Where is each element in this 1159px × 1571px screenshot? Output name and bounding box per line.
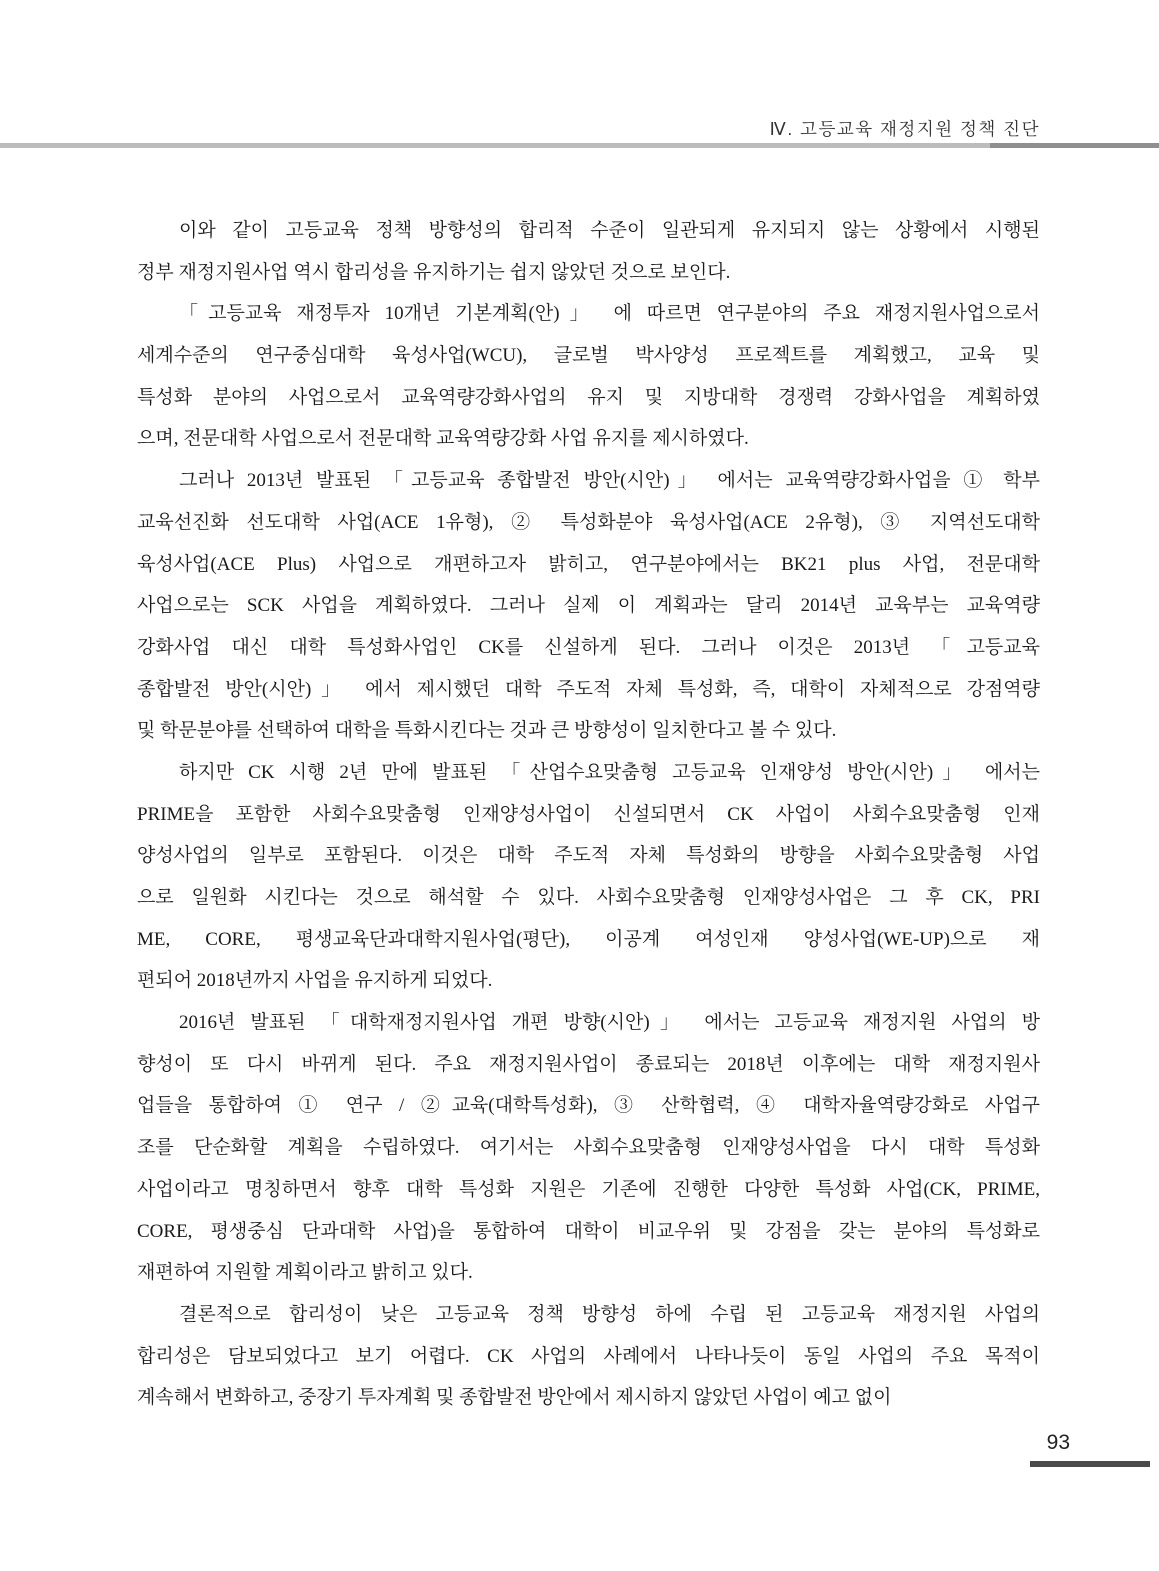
text-line: 종합발전 방안(시안)」 에서 제시했던 대학 주도적 자체 특성화, 즉, 대학이 자체적으로 강점역량: [137, 678, 1040, 700]
text-line: 재편하여 지원할 계획이라고 밝히고 있다.: [137, 1262, 473, 1284]
text-line: 및 학문분야를 선택하여 대학을 특화시킨다는 것과 큰 방향성이 일치한다고 볼 수 있다.: [137, 720, 837, 742]
paragraph: [137, 752, 1040, 1002]
paragraph: [137, 210, 1040, 293]
text-line: 양성사업의 일부로 포함된다. 이것은 대학 주도적 자체 특성화의 방향을 사회수요맞춤형 사업: [137, 845, 1040, 867]
text-line: 세계수준의 연구중심대학 육성사업(WCU), 글로벌 박사양성 프로젝트를 계획했고, 교육 및: [137, 345, 1040, 367]
paragraph: [137, 1002, 1040, 1294]
paragraph: [137, 293, 1040, 460]
paragraph: [137, 460, 1040, 752]
chapter-header: Ⅳ. 고등교육 재정지원 정책 진단: [769, 119, 1040, 139]
text-line: 업들을 통합하여 ① 연구 / ②교육(대학특성화), ③ 산학협력, ④ 대학자율역량강화로 사업구: [137, 1095, 1040, 1117]
text-line: 그러나 2013년 발표된 「고등교육 종합발전 방안(시안)」 에서는 교육역량강화사업을 ① 학부: [179, 470, 1040, 492]
header-rule: [0, 143, 1159, 148]
text-line: 조를 단순화할 계획을 수립하였다. 여기서는 사회수요맞춤형 인재양성사업을 다시 대학 특성화: [137, 1137, 1040, 1159]
text-line: 사업이라고 명칭하면서 향후 대학 특성화 지원은 기존에 진행한 다양한 특성화 사업(CK, PRIME,: [137, 1178, 1040, 1200]
text-line: 2016년 발표된 「대학재정지원사업 개편 방향(시안)」 에서는 고등교육 재정지원 사업의 방: [179, 1012, 1040, 1034]
text-line: 강화사업 대신 대학 특성화사업인 CK를 신설하게 된다. 그러나 이것은 2013년 「고등교육: [137, 636, 1040, 658]
text-line: 정부 재정지원사업 역시 합리성을 유지하기는 쉽지 않았던 것으로 보인다.: [137, 261, 731, 283]
text-line: 이와 같이 고등교육 정책 방향성의 합리적 수준이 일관되게 유지되지 않는 상황에서 시행된: [179, 220, 1040, 241]
text-line: 하지만 CK 시행 2년 만에 발표된 「산업수요맞춤형 고등교육 인재양성 방안(시안)」 에서는: [179, 761, 1040, 783]
header-rule-dark-segment: [990, 143, 1159, 148]
text-line: 계속해서 변화하고, 중장기 투자계획 및 종합발전 방안에서 제시하지 않았던 사업이 예고 없이: [137, 1387, 892, 1409]
text-line: 으로 일원화 시킨다는 것으로 해석할 수 있다. 사회수요맞춤형 인재양성사업은 그 후 CK, PRI: [137, 887, 1040, 908]
text-line: 특성화 분야의 사업으로서 교육역량강화사업의 유지 및 지방대학 경쟁력 강화사업을 계획하였: [137, 386, 1040, 408]
text-line: PRIME을 포함한 사회수요맞춤형 인재양성사업이 신설되면서 CK 사업이 사회수요맞춤형 인재: [137, 803, 1040, 825]
text-line: CORE, 평생중심 단과대학 사업)을 통합하여 대학이 비교우위 및 강점을 갖는 분야의 특성화로: [137, 1220, 1040, 1242]
text-line: 육성사업(ACE Plus) 사업으로 개편하고자 밝히고, 연구분야에서는 BK21 plus 사업, 전문대학: [137, 553, 1040, 575]
text-line: 「고등교육 재정투자 10개년 기본계획(안)」 에 따르면 연구분야의 주요 재정지원사업으로서: [179, 303, 1040, 325]
text-line: 사업으로는 SCK 사업을 계획하였다. 그러나 실제 이 계획과는 달리 2014년 교육부는 교육역량: [137, 595, 1040, 617]
text-line: 결론적으로 합리성이 낮은 고등교육 정책 방향성 하에 수립 된 고등교육 재정지원 사업의: [179, 1303, 1040, 1325]
text-line: 편되어 2018년까지 사업을 유지하게 되었다.: [137, 970, 493, 992]
text-line: 으며, 전문대학 사업으로서 전문대학 교육역량강화 사업 유지를 제시하였다.: [137, 428, 749, 450]
body-text: [137, 210, 1040, 1419]
paragraph: [137, 1294, 1040, 1419]
text-line: ME, CORE, 평생교육단과대학지원사업(평단), 이공계 여성인재 양성사업(WE-UP)으로 재: [137, 928, 1040, 950]
text-line: 교육선진화 선도대학 사업(ACE 1유형), ② 특성화분야 육성사업(ACE 2유형), ③ 지역선도대학: [137, 511, 1040, 533]
page-number: 93: [1046, 1431, 1070, 1454]
footer-bar: [1030, 1461, 1150, 1467]
text-line: 향성이 또 다시 바뀌게 된다. 주요 재정지원사업이 종료되는 2018년 이후에는 대학 재정지원사: [137, 1053, 1040, 1075]
text-line: 합리성은 담보되었다고 보기 어렵다. CK 사업의 사례에서 나타나듯이 동일 사업의 주요 목적이: [137, 1345, 1040, 1367]
